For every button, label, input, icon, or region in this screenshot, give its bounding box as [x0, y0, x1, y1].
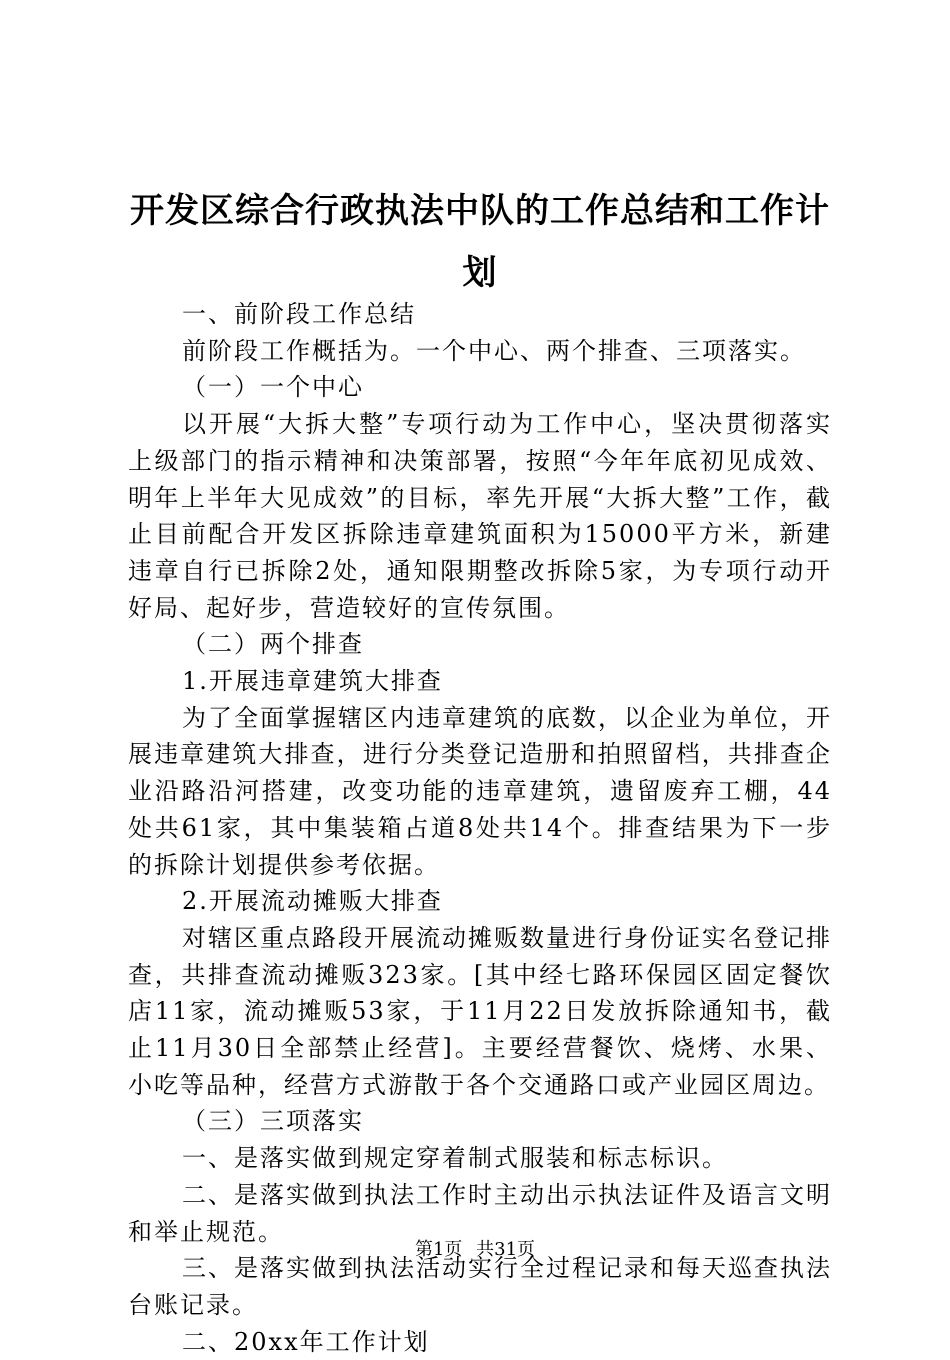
paragraph: 以开展“大拆大整”专项行动为工作中心，坚决贯彻落实上级部门的指示精神和决策部署，按照“今年年底初见成效、明年上半年大见成效”的目标，率先开展“大拆大整”工作，截止目前配合开发区拆除违章建筑面积为15000平方米，新建违章自行已拆除2处，通知限期整改拆除5家，为专项行动开好局、起好步，营造较好的宣传氛围。	[128, 410, 832, 622]
subsection-heading: （三）三项落实	[182, 1107, 364, 1136]
paragraph: 为了全面掌握辖区内违章建筑的底数，以企业为单位，开展违章建筑大排查，进行分类登记造册和拍照留档，共排查企业沿路沿河搭建，改变功能的违章建筑，遗留废弃工棚，44处共61家，其中集装箱占道8处共14个。排查结果为下一步的拆除计划提供参考依据。	[128, 703, 832, 879]
page-number: 第1页	[414, 1239, 463, 1260]
subsection-heading: （二）两个排查	[182, 630, 364, 659]
item-heading: 2.开展流动摊贩大排查	[182, 887, 443, 916]
item-heading: 1.开展违章建筑大排查	[182, 667, 443, 696]
section-heading: 二、20xx年工作计划	[182, 1327, 430, 1356]
paragraph: 前阶段工作概括为。一个中心、两个排查、三项落实。	[182, 336, 806, 365]
document-body	[128, 296, 832, 1360]
paragraph: 对辖区重点路段开展流动摊贩数量进行身份证实名登记排查，共排查流动摊贩323家。[其中经七路环保园区固定餐饮店11家，流动摊贩53家，于11月22日发放拆除通知书，截止11月30日全部禁止经营]。主要经营餐饮、烧烤、水果、小吃等品种，经营方式游散于各个交通路口或产业园区周边。	[128, 923, 832, 1099]
paragraph: 一、是落实做到规定穿着制式服装和标志标识。	[182, 1144, 728, 1173]
section-heading: 一、前阶段工作总结	[182, 300, 416, 328]
paragraph: 二、是落实做到执法工作时主动出示执法证件及语言文明和举止规范。	[128, 1180, 832, 1246]
page-footer	[0, 1238, 950, 1262]
page-total: 共31页	[476, 1239, 536, 1260]
document-title: 开发区综合行政执法中队的工作总结和工作计划	[130, 191, 830, 293]
subsection-heading: （一）一个中心	[182, 373, 364, 402]
paragraph: 三、是落实做到执法活动实行全过程记录和每天巡查执法台账记录。	[128, 1254, 832, 1319]
